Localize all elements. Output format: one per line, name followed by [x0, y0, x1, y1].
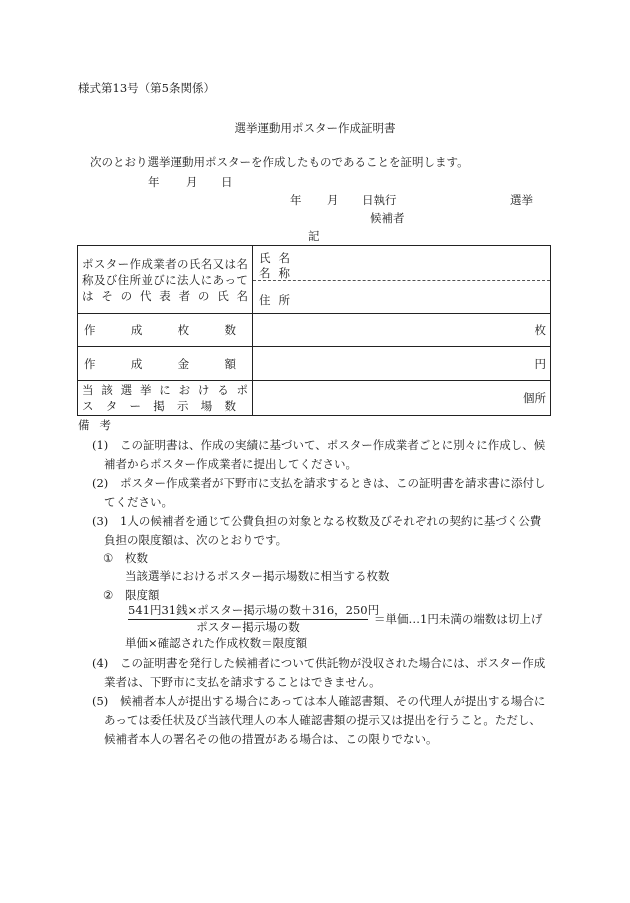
fraction-numerator: 541円31銭×ポスター掲示場の数＋316，250円 — [128, 603, 380, 617]
note-5-line-1: 候補者本人が提出する場合にあっては本人確認書類、その代理人が提出する場合に — [120, 694, 546, 708]
sub-2-number: ② — [103, 588, 114, 602]
places-label-line-1: 当 該 選 挙 に お け る ポ — [82, 383, 248, 397]
note-5-line-3: 候補者本人の署名その他の措置がある場合は、この限りでない。 — [104, 732, 438, 746]
address-label: 住 所 — [259, 293, 290, 307]
note-1-line-2: 補者からポスター作成業者に提出してください。 — [104, 457, 357, 471]
sub-1-text: 当該選挙におけるポスター掲示場数に相当する枚数 — [125, 569, 390, 583]
maker-label-line-2: 称 及 び 住 所 並 び に 法 人 に あ っ て — [82, 272, 248, 287]
places-unit: 個所 — [523, 391, 546, 405]
maker-label-cell — [78, 246, 253, 314]
note-2-line-1: ポスター作成業者が下野市に支払を請求するときは、この証明書を請求書に添付し — [120, 476, 546, 490]
sub-1-label: 枚数 — [125, 551, 148, 565]
election-date-day: 日執行 — [362, 193, 397, 207]
fraction-result: ＝単価…1円未満の端数は切上げ — [374, 612, 543, 626]
candidate-label: 候補者 — [370, 211, 405, 225]
note-1-number: (1) — [92, 438, 109, 452]
count-unit: 枚 — [534, 323, 546, 337]
certificate-date-year: 年 — [148, 175, 160, 189]
intro-text: 次のとおり選挙運動用ポスターを作成したものであることを証明します。 — [90, 155, 469, 169]
document-title: 選挙運動用ポスター作成証明書 — [234, 121, 396, 135]
meishou-label: 名 称 — [259, 266, 290, 280]
remarks-label: 備 考 — [78, 418, 111, 432]
note-2-line-2: てください。 — [104, 495, 173, 509]
amount-label-cell: 作 成 金 額 — [78, 347, 253, 381]
note-1-line-1: この証明書は、作成の実績に基づいて、ポスター作成業者ごとに別々に作成し、候 — [120, 438, 546, 452]
maker-label-line-1: ポ ス タ ー 作 成 業 者 の 氏 名 又 は 名 — [82, 256, 248, 271]
places-label-line-2: ス タ ー 掲 示 場 数 — [82, 399, 236, 413]
election-date-month: 月 — [327, 193, 339, 207]
maker-info-cell — [253, 246, 551, 314]
note-4-line-2: 業者は、下野市に支払を請求することはできません。 — [104, 675, 381, 689]
places-value-cell — [253, 381, 551, 416]
places-label-cell — [78, 381, 253, 416]
form-number: 様式第13号（第5条関係） — [78, 81, 215, 95]
count-value-cell — [253, 314, 551, 347]
note-2-number: (2) — [92, 476, 109, 490]
note-4-number: (4) — [92, 656, 109, 670]
sub-1-number: ① — [103, 551, 114, 565]
ki-heading: 記 — [308, 229, 320, 243]
maker-label-line-3: は そ の 代 表 者 の 氏 名 — [82, 288, 248, 303]
note-4-line-1: この証明書を発行した候補者について供託物が没収された場合には、ポスター作成 — [120, 656, 546, 670]
certificate-table — [77, 245, 551, 416]
count-label-cell: 作 成 枚 数 — [78, 314, 253, 347]
fraction-denominator: ポスター掲示場の数 — [196, 620, 300, 634]
amount-unit: 円 — [534, 356, 546, 371]
certificate-date-month: 月 — [186, 175, 198, 189]
note-3-line-2: 負担の限度額は、次のとおりです。 — [104, 533, 288, 547]
name-label: 氏 名 — [259, 251, 290, 265]
election-date-year: 年 — [290, 193, 302, 207]
sub-2-label: 限度額 — [125, 588, 160, 602]
election-label: 選挙 — [510, 193, 533, 207]
note-3-line-1: 1人の候補者を通じて公費負担の対象となる枚数及びそれぞれの契約に基づく公費 — [120, 514, 542, 528]
certificate-date-day: 日 — [221, 175, 233, 189]
note-5-line-2: あっては委任状及び当該代理人の本人確認書類の提示又は提出を行うこと。ただし、 — [104, 713, 541, 727]
amount-value-cell — [253, 347, 551, 381]
name-address-divider — [253, 280, 550, 281]
note-3-number: (3) — [92, 514, 109, 528]
note-5-number: (5) — [92, 694, 109, 708]
limit-formula: 単価×確認された作成枚数＝限度額 — [125, 636, 308, 650]
